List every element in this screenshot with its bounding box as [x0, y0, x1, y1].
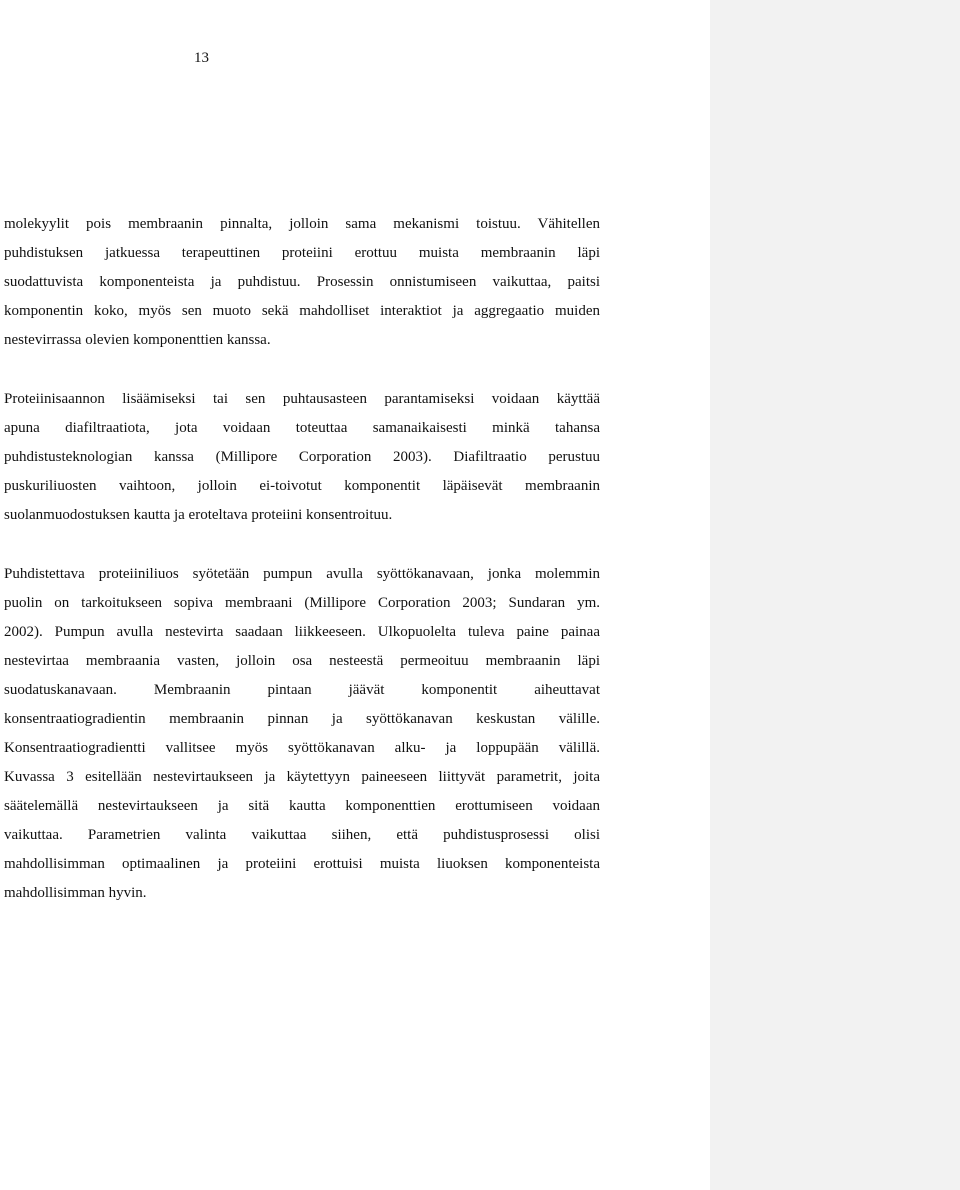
text-line: puhdistuksen jatkuessa terapeuttinen proteiini erottuu muista membraanin läpi: [4, 245, 600, 261]
text-line: konsentraatiogradientin membraanin pinnan ja syöttökanavan keskustan välille.: [4, 711, 600, 727]
text-line: säätelemällä nestevirtaukseen ja sitä kautta komponenttien erottumiseen voidaan: [4, 798, 600, 814]
text-line: puolin on tarkoitukseen sopiva membraani (Millipore Corporation 2003; Sundaran ym.: [4, 595, 600, 611]
body-text: [4, 210, 600, 938]
text-line: puskuriliuosten vaihtoon, jolloin ei-toivotut komponentit läpäisevät membraanin: [4, 478, 600, 494]
text-line: nestevirrassa olevien komponenttien kanssa.: [4, 332, 271, 348]
text-line: molekyylit pois membraanin pinnalta, jolloin sama mekanismi toistuu. Vähitellen: [4, 216, 600, 232]
text-line: 2002). Pumpun avulla nestevirta saadaan liikkeeseen. Ulkopuolelta tuleva paine painaa: [4, 624, 600, 640]
paragraph-2: [4, 385, 600, 530]
text-line: komponentin koko, myös sen muoto sekä mahdolliset interaktiot ja aggregaatio muiden: [4, 303, 600, 319]
text-line: apuna diafiltraatiota, jota voidaan toteuttaa samanaikaisesti minkä tahansa: [4, 420, 600, 436]
text-line: vaikuttaa. Parametrien valinta vaikuttaa siihen, että puhdistusprosessi olisi: [4, 827, 600, 843]
text-line: nestevirtaa membraania vasten, jolloin osa nesteestä permeoituu membraanin läpi: [4, 653, 600, 669]
text-line: Proteiinisaannon lisäämiseksi tai sen puhtausasteen parantamiseksi voidaan käyttää: [4, 391, 600, 407]
text-line: suodattuvista komponenteista ja puhdistuu. Prosessin onnistumiseen vaikuttaa, paitsi: [4, 274, 600, 290]
text-line: suodatuskanavaan. Membraanin pintaan jäävät komponentit aiheuttavat: [4, 682, 600, 698]
comment-margin-pane: [710, 0, 960, 1190]
text-line: Konsentraatiogradientti vallitsee myös syöttökanavan alku- ja loppupään välillä.: [4, 740, 600, 756]
text-line: puhdistusteknologian kanssa (Millipore Corporation 2003). Diafiltraatio perustuu: [4, 449, 600, 465]
text-line: suolanmuodostuksen kautta ja eroteltava proteiini konsentroituu.: [4, 507, 393, 523]
paragraph-1: [4, 210, 600, 355]
text-line: Kuvassa 3 esitellään nestevirtaukseen ja käytettyyn paineeseen liittyvät parametrit, joita: [4, 769, 600, 785]
page-number: 13: [194, 50, 209, 66]
paragraph-3: [4, 560, 600, 908]
text-line: mahdollisimman optimaalinen ja proteiini erottuisi muista liuoksen komponenteista: [4, 856, 600, 872]
text-line: mahdollisimman hyvin.: [4, 885, 147, 901]
text-line: Puhdistettava proteiiniliuos syötetään pumpun avulla syöttökanavaan, jonka molemmin: [4, 566, 600, 582]
